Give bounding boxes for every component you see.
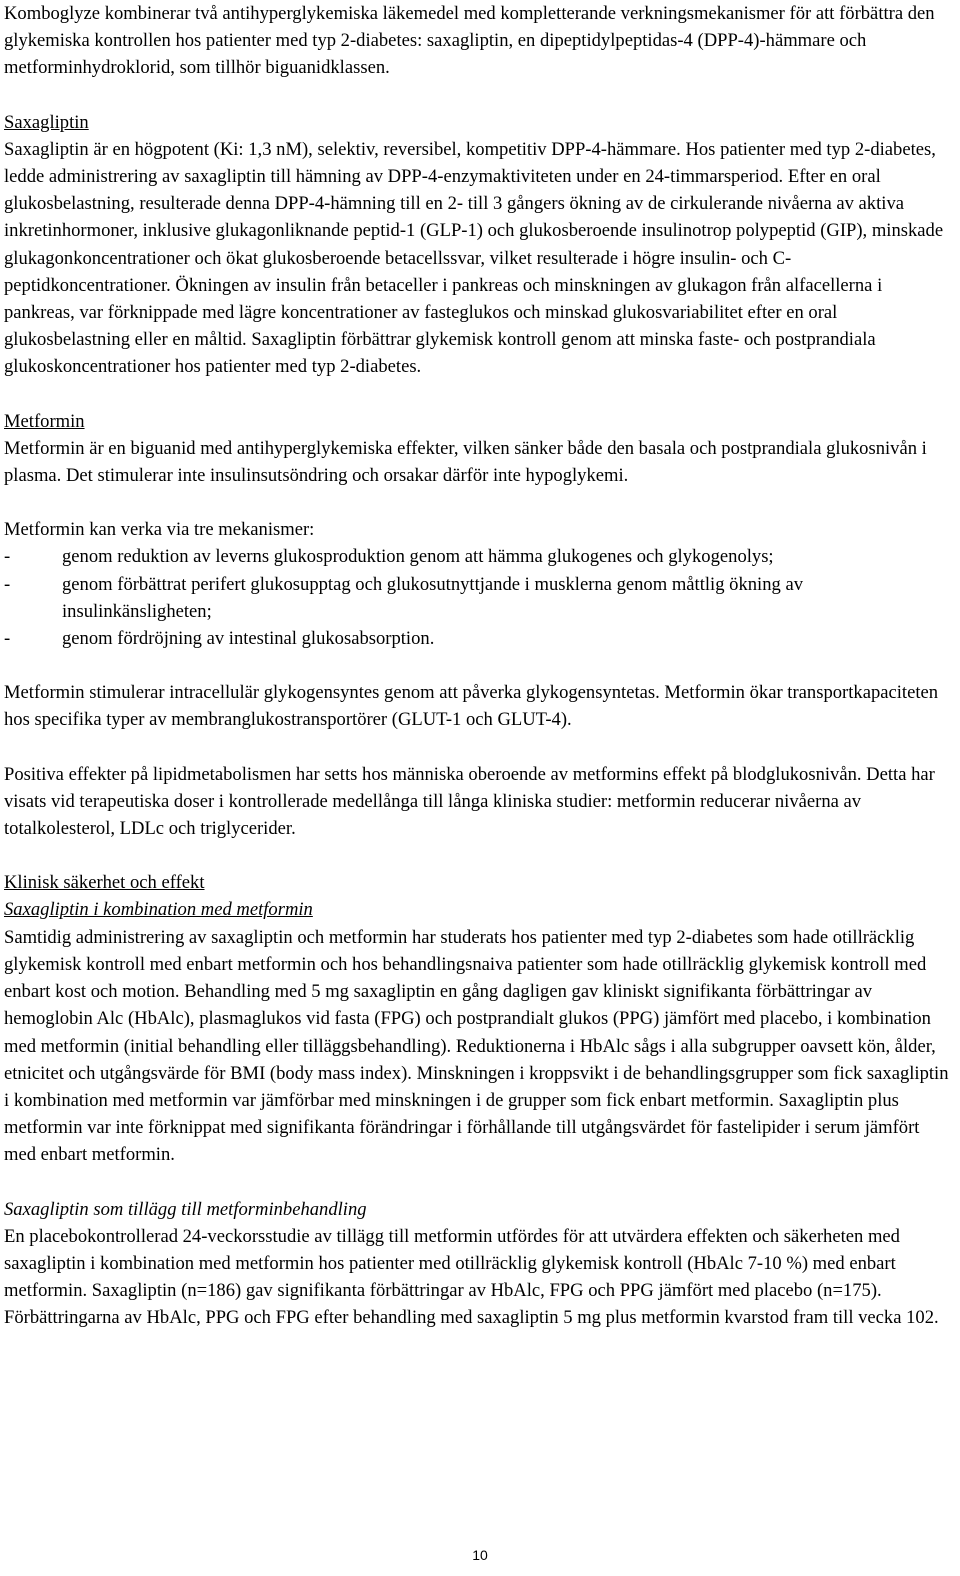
mechanism-text: genom fördröjning av intestinal glukosabsorption. [62,628,435,650]
clinical-combination-paragraph: Samtidig administrering av saxagliptin och metformin har studerats hos patienter med typ 2-diabetes som hade otillräcklig glykemisk kontroll med enbart metformin och hos behandlingsnaiva patienter som hade otillräcklig glykemisk kontroll med enbart kost och motion. Behandling med 5 mg saxagliptin en gång dagligen gav kliniskt signifikanta förbättringar av hemoglobin Alc (HbAlc), plasmaglukos vid fasta (FPG) och postprandialt glukos (PPG) jämfört med placebo, i kombination med metformin (initial behandling eller tilläggsbehandling). Reduktionerna i HbAlc sågs i alla subgrupper oavsett kön, ålder, etnicitet och utgångsvärde för BMI (body mass index). Minskningen i kroppsvikt i de behandlingsgrupper som fick saxagliptin i kombination med metformin var jämförbar med minskningen i de grupper som fick enbart metformin. Saxagliptin plus metformin var inte förknippat med signifikanta förändringar i förhållande till utgångsvärdet för fastelipider i serum jämfört med enbart metformin. [4,926,949,1166]
spacer [4,489,956,516]
mechanism-item [4,625,956,652]
document-page [4,0,956,1332]
spacer [4,842,956,869]
spacer [4,1169,956,1196]
spacer [4,82,956,109]
metformin-heading: Metformin [4,410,85,432]
bullet-dash: - [4,546,11,568]
metformin-glycogen-paragraph: Metformin stimulerar intracellulär glykogensyntes genom att påverka glykogensyntetas. Metformin ökar transportkapaciteten hos specifika typer av membranglukostransportörer (GLUT-1 och GLUT-4). [4,682,939,731]
mechanism-text: genom förbättrat perifert glukosupptag och glukosutnyttjande i musklerna genom måttlig ökning av insulinkänsligheten; [62,573,804,622]
metformin-lipid-paragraph: Positiva effekter på lipidmetabolismen har setts hos människa oberoende av metformins effekt på blodglukosnivån. Detta har visats vid terapeutiska doser i kontrollerade medellånga till långa kliniska studier: metformin reducerar nivåerna av totalkolesterol, LDLc och triglycerider. [4,763,935,840]
page-number: 10 [472,1547,488,1563]
clinical-addon-paragraph: En placebokontrollerad 24-veckorsstudie av tillägg till metformin utfördes för att utvärdera effekten och säkerheten med saxagliptin i kombination med metformin hos patienter med otillräcklig glykemisk kontroll (HbAlc 7-10 %) med enbart metformin. Saxagliptin (n=186) gav signifikanta förbättringar av HbAlc, FPG och PPG jämfört med placebo (n=175). Förbättringarna av HbAlc, PPG och FPG efter behandling med saxagliptin 5 mg plus metformin kvarstod fram till vecka 102. [4,1225,939,1329]
mechanism-item [4,571,956,625]
spacer [4,652,956,679]
intro-paragraph: Komboglyze kombinerar två antihyperglykemiska läkemedel med kompletterande verkningsmekanismer för att förbättra den glykemiska kontrollen hos patienter med typ 2-diabetes: saxagliptin, en dipeptidylpeptidas-4 (DPP-4)-hämmare och metforminhydroklorid, som tillhör biguanidklassen. [4,3,935,79]
mechanism-item [4,543,956,570]
bullet-dash: - [4,573,11,595]
metformin-paragraph: Metformin är en biguanid med antihyperglykemiska effekter, vilken sänker både den basala och postprandiala glukosnivån i plasma. Det stimulerar inte insulinsutsöndring och orsakar därför inte hypoglykemi. [4,437,927,487]
clinical-heading: Klinisk säkerhet och effekt [4,872,205,894]
bullet-dash: - [4,628,11,650]
spacer [4,734,956,761]
clinical-subheading-combination: Saxagliptin i kombination med metformin [4,899,313,921]
mechanism-text: genom reduktion av leverns glukosproduktion genom att hämma glukogenes och glykogenolys; [62,546,774,568]
saxagliptin-heading: Saxagliptin [4,111,89,133]
mechanisms-intro: Metformin kan verka via tre mekanismer: [4,519,315,541]
clinical-subheading-addon: Saxagliptin som tillägg till metforminbehandling [4,1198,367,1220]
saxagliptin-paragraph: Saxagliptin är en högpotent (Ki: 1,3 nM), selektiv, reversibel, kompetitiv DPP-4-hämmare. Hos patienter med typ 2-diabetes, ledde administrering av saxagliptin till hämning av DPP-4-enzymaktiviteten under en 24-timmarsperiod. Efter en oral glukosbelastning, resulterade denna DPP-4-hämning till en 2- till 3 gångers ökning av de cirkulerande nivåerna av aktiva inkretinhormoner, inklusive glukagonliknande peptid-1 (GLP-1) och glukosberoende insulinotrop polypeptid (GIP), minskade glukagonkoncentrationer och ökat glukosberoende betacellssvar, vilket resulterade i högre insulin- och C-peptidkoncentrationer. Ökningen av insulin från betaceller i pankreas och minskningen av glukagon från alfacellerna i pankreas, var förknippade med lägre koncentrationer av fasteglukos och minskad glukosvariabilitet efter en oral glukosbelastning eller en måltid. Saxagliptin förbättrar glykemisk kontroll genom att minska faste- och postprandiala glukoskoncentrationer hos patienter med typ 2-diabetes. [4,138,944,378]
spacer [4,381,956,408]
